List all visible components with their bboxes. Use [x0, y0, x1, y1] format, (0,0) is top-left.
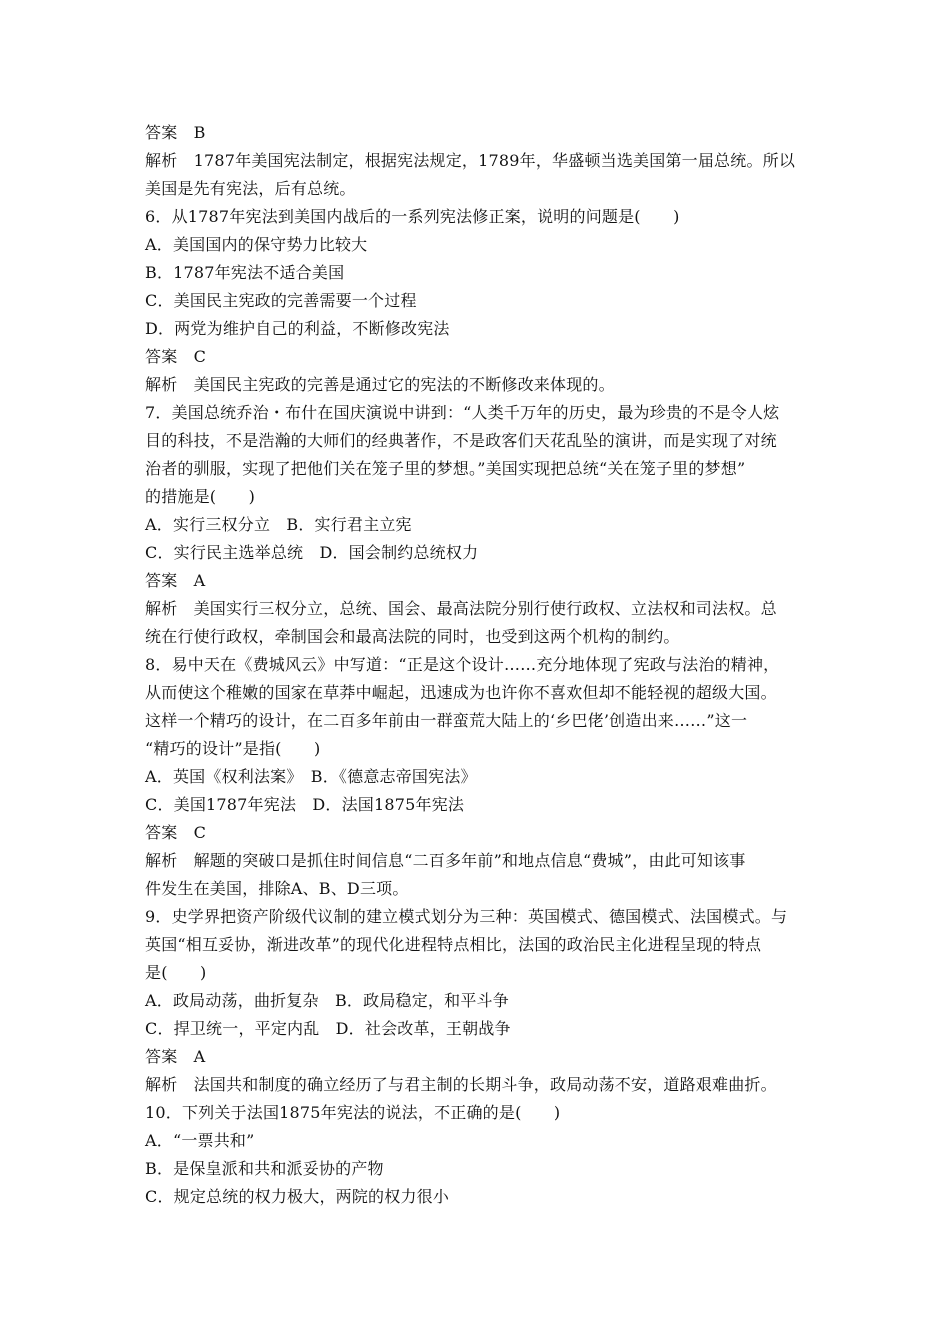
- question-10-option-a: A．“一票共和”: [145, 1131, 255, 1150]
- question-7-stem-line-3: 治者的驯服，实现了把他们关在笼子里的梦想。”美国实现把总统“关在笼子里的梦想”: [145, 459, 746, 478]
- question-6-option-d: D．两党为维护自己的利益，不断修改宪法: [145, 319, 450, 338]
- question-9-options-ab: A．政局动荡，曲折复杂 B．政局稳定，和平斗争: [145, 991, 509, 1010]
- question-7-options-cd: C．实行民主选举总统 D．国会制约总统权力: [145, 543, 479, 562]
- question-8-options-ab: A．英国《权利法案》 B．《德意志帝国宪法》: [145, 767, 477, 786]
- analysis-8-line-1: 解析 解题的突破口是抓住时间信息“二百多年前”和地点信息“费城”，由此可知该事: [145, 851, 746, 870]
- answer-8: 答案 C: [145, 823, 207, 842]
- question-6-option-c: C．美国民主宪政的完善需要一个过程: [145, 291, 417, 310]
- question-10-stem: 10．下列关于法国1875年宪法的说法，不正确的是( ): [145, 1103, 561, 1122]
- question-7-stem-line-2: 目的科技，不是浩瀚的大师们的经典著作，不是政客们天花乱坠的演讲，而是实现了对统: [145, 431, 777, 450]
- analysis-7-line-2: 统在行使行政权，牵制国会和最高法院的同时，也受到这两个机构的制约。: [145, 627, 680, 646]
- question-8-stem-line-1: 8．易中天在《费城风云》中写道：“正是这个设计……充分地体现了宪政与法治的精神，: [145, 655, 780, 674]
- question-10-option-c: C．规定总统的权力极大，两院的权力很小: [145, 1187, 450, 1206]
- analysis-8-line-2: 件发生在美国，排除A、B、D三项。: [145, 879, 409, 898]
- question-9-stem-line-3: 是( ): [145, 963, 207, 982]
- question-6-option-a: A．美国国内的保守势力比较大: [145, 235, 368, 254]
- question-8-stem-line-3: 这样一个精巧的设计，在二百多年前由一群蛮荒大陆上的‘乡巴佬’创造出来……”这一: [145, 711, 748, 730]
- analysis-6: 解析 美国民主宪政的完善是通过它的宪法的不断修改来体现的。: [145, 375, 615, 394]
- answer-9: 答案 A: [145, 1047, 206, 1066]
- question-8-stem-line-4: “精巧的设计”是指( ): [145, 739, 321, 758]
- answer-5: 答案 B: [145, 123, 206, 142]
- question-6-stem: 6．从1787年宪法到美国内战后的一系列宪法修正案，说明的问题是( ): [145, 207, 680, 226]
- question-7-options-ab: A．实行三权分立 B．实行君主立宪: [145, 515, 412, 534]
- question-10-option-b: B．是保皇派和共和派妥协的产物: [145, 1159, 384, 1178]
- question-7-stem-line-1: 7．美国总统乔治・布什在国庆演说中讲到：“人类千万年的历史，最为珍贵的不是令人炫: [145, 403, 780, 422]
- question-6-option-b: B．1787年宪法不适合美国: [145, 263, 345, 282]
- question-9-options-cd: C．捍卫统一，平定内乱 D．社会改革，王朝战争: [145, 1019, 511, 1038]
- question-9-stem-line-1: 9．史学界把资产阶级代议制的建立模式划分为三种：英国模式、德国模式、法国模式。与: [145, 907, 788, 926]
- analysis-5-line-1: 解析 1787年美国宪法制定，根据宪法规定，1789年，华盛顿当选美国第一届总统。所以: [145, 151, 796, 170]
- analysis-7-line-1: 解析 美国实行三权分立，总统、国会、最高法院分别行使行政权、立法权和司法权。总: [145, 599, 777, 618]
- analysis-5-line-2: 美国是先有宪法，后有总统。: [145, 179, 356, 198]
- document-page: [145, 119, 825, 1211]
- question-7-stem-line-4: 的措施是( ): [145, 487, 256, 506]
- question-9-stem-line-2: 英国“相互妥协，渐进改革”的现代化进程特点相比，法国的政治民主化进程呈现的特点: [145, 935, 762, 954]
- answer-6: 答案 C: [145, 347, 207, 366]
- question-8-stem-line-2: 从而使这个稚嫩的国家在草莽中崛起，迅速成为也许你不喜欢但却不能轻视的超级大国。: [145, 683, 777, 702]
- analysis-9: 解析 法国共和制度的确立经历了与君主制的长期斗争，政局动荡不安，道路艰难曲折。: [145, 1075, 777, 1094]
- answer-7: 答案 A: [145, 571, 206, 590]
- question-8-options-cd: C．美国1787年宪法 D．法国1875年宪法: [145, 795, 465, 814]
